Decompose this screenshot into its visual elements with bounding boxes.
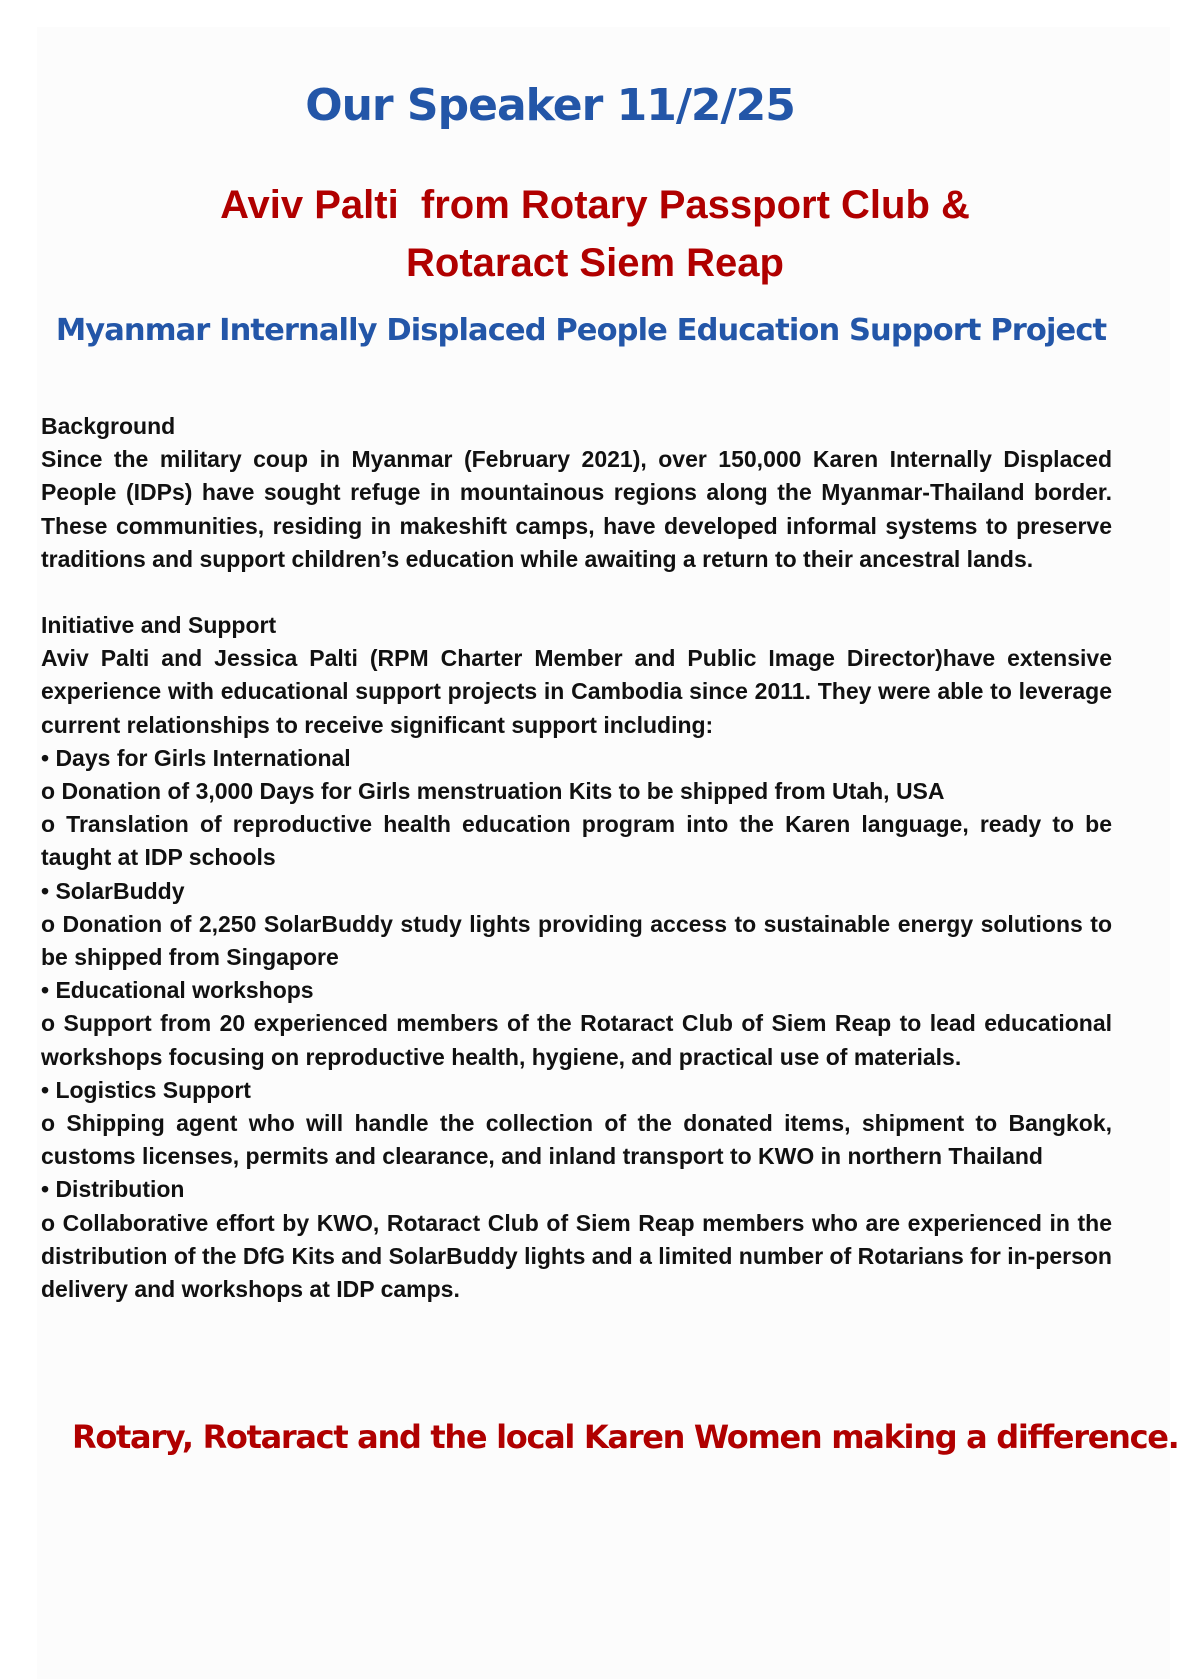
body-content: [41, 410, 1112, 1306]
initiative-intro: Aviv Palti and Jessica Palti (RPM Charter Member and Public Image Director)have extensive experience with educational support projects in Cambodia since 2011. They were able to leverage current relationships to receive significant support including:: [41, 645, 1112, 738]
initiative-heading: Initiative and Support: [41, 612, 277, 639]
speaker-heading: [0, 176, 1182, 292]
bullet-item: • Educational workshops: [41, 977, 314, 1004]
speaker-line-2: Rotaract Siem Reap: [406, 241, 784, 285]
bullet-item: • Logistics Support: [41, 1076, 251, 1103]
bullet-item: • Days for Girls International: [41, 744, 351, 771]
sub-item: o Donation of 3,000 Days for Girls menstruation Kits to be shipped from Utah, USA: [41, 778, 945, 805]
speaker-line-1: Aviv Palti from Rotary Passport Club &: [220, 183, 970, 227]
sub-item: o Support from 20 experienced members of the Rotaract Club of Siem Reap to lead educational workshops focusing on reproductive health, hygiene, and practical use of materials.: [41, 1010, 1112, 1070]
project-title: Myanmar Internally Displaced People Education Support Project: [55, 313, 1107, 348]
bullet-item: • Distribution: [41, 1176, 185, 1203]
sub-item: o Translation of reproductive health education program into the Karen language, ready to be taught at IDP schools: [41, 811, 1112, 871]
background-paragraph: Since the military coup in Myanmar (February 2021), over 150,000 Karen Internally Displaced People (IDPs) have sought refuge in mountainous regions along the Myanmar-Thailand border. These communities, residing in makeshift camps, have developed informal systems to preserve traditions and support children’s education while awaiting a return to their ancestral lands.: [41, 446, 1112, 572]
bullet-item: • SolarBuddy: [41, 877, 185, 904]
footer-tagline: Rotary, Rotaract and the local Karen Women making a difference.: [72, 1418, 1179, 1456]
sub-item: o Shipping agent who will handle the collection of the donated items, shipment to Bangkok, customs licenses, permits and clearance, and inland transport to KWO in northern Thailand: [41, 1110, 1112, 1170]
sub-item: o Donation of 2,250 SolarBuddy study lights providing access to sustainable energy solutions to be shipped from Singapore: [41, 910, 1112, 971]
background-heading: Background: [41, 413, 176, 439]
sub-item: o Collaborative effort by KWO, Rotaract Club of Siem Reap members who are experienced in the distribution of the DfG Kits and SolarBuddy lights and a limited number of Rotarians for in-person delivery and workshops at IDP camps.: [41, 1209, 1112, 1303]
section-spacer: [41, 576, 1112, 609]
page-title: Our Speaker 11/2/25: [305, 80, 795, 131]
